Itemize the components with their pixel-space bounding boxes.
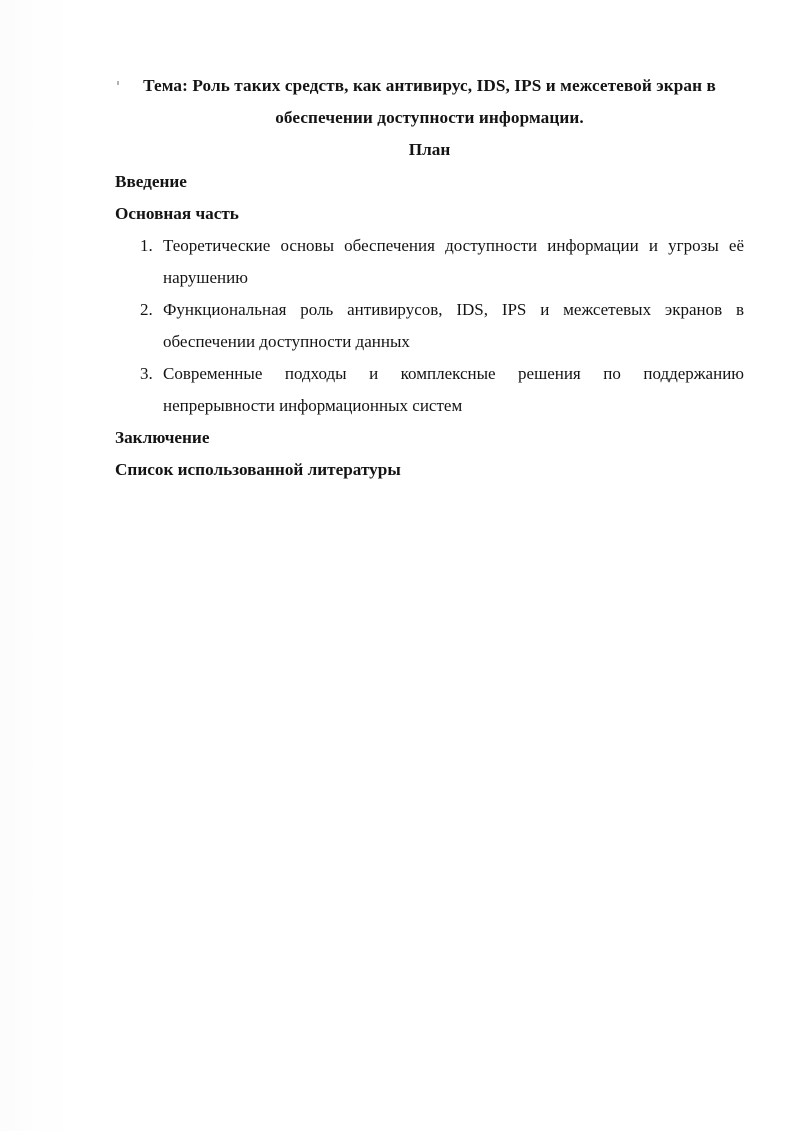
document-title-line-2: обеспечении доступности информации. [275,108,584,127]
section-heading-references: Список использованной литературы [115,460,401,479]
document-title-line-1: Тема: Роль таких средств, как антивирус, IDS, IPS и межсетевой экран в [143,76,716,95]
section-heading-main-part: Основная часть [115,204,239,223]
scan-edge-shading [0,0,72,1131]
plan-list-item [115,230,744,294]
document-title [115,70,744,134]
plan-items-list [115,230,744,422]
section-heading-introduction: Введение [115,172,187,191]
plan-list-item-text: Теоретические основы обеспечения доступности информации и угрозы её нарушению [163,236,744,287]
plan-heading: План [408,140,451,159]
plan-list-item-text: Современные подходы и комплексные решения по поддержанию непрерывности информационных систем [163,364,744,415]
plan-list-item [115,358,744,422]
plan-list-item-text: Функциональная роль антивирусов, IDS, IPS и межсетевых экранов в обеспечении доступности данных [163,300,744,351]
section-heading-conclusion: Заключение [115,428,210,447]
document-content [115,70,744,486]
plan-list-item [115,294,744,358]
